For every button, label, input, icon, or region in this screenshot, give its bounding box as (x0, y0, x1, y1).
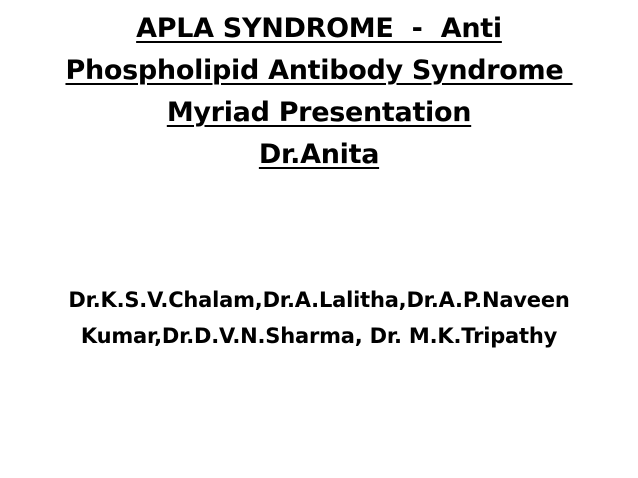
author-line-1: Dr.K.S.V.Chalam,Dr.A.Lalitha,Dr.A.P.Naveen (68, 288, 570, 312)
title-line-3: Myriad Presentation (166, 97, 472, 128)
title-line-1: APLA SYNDROME - Anti (136, 13, 502, 44)
presenter-name: Dr.Anita (258, 139, 380, 170)
author-line-2: Kumar,Dr.D.V.N.Sharma, Dr. M.K.Tripathy (80, 324, 558, 348)
title-line-2: Phospholipid Antibody Syndrome (65, 55, 573, 86)
authors (0, 282, 638, 354)
slide-title (0, 8, 638, 176)
